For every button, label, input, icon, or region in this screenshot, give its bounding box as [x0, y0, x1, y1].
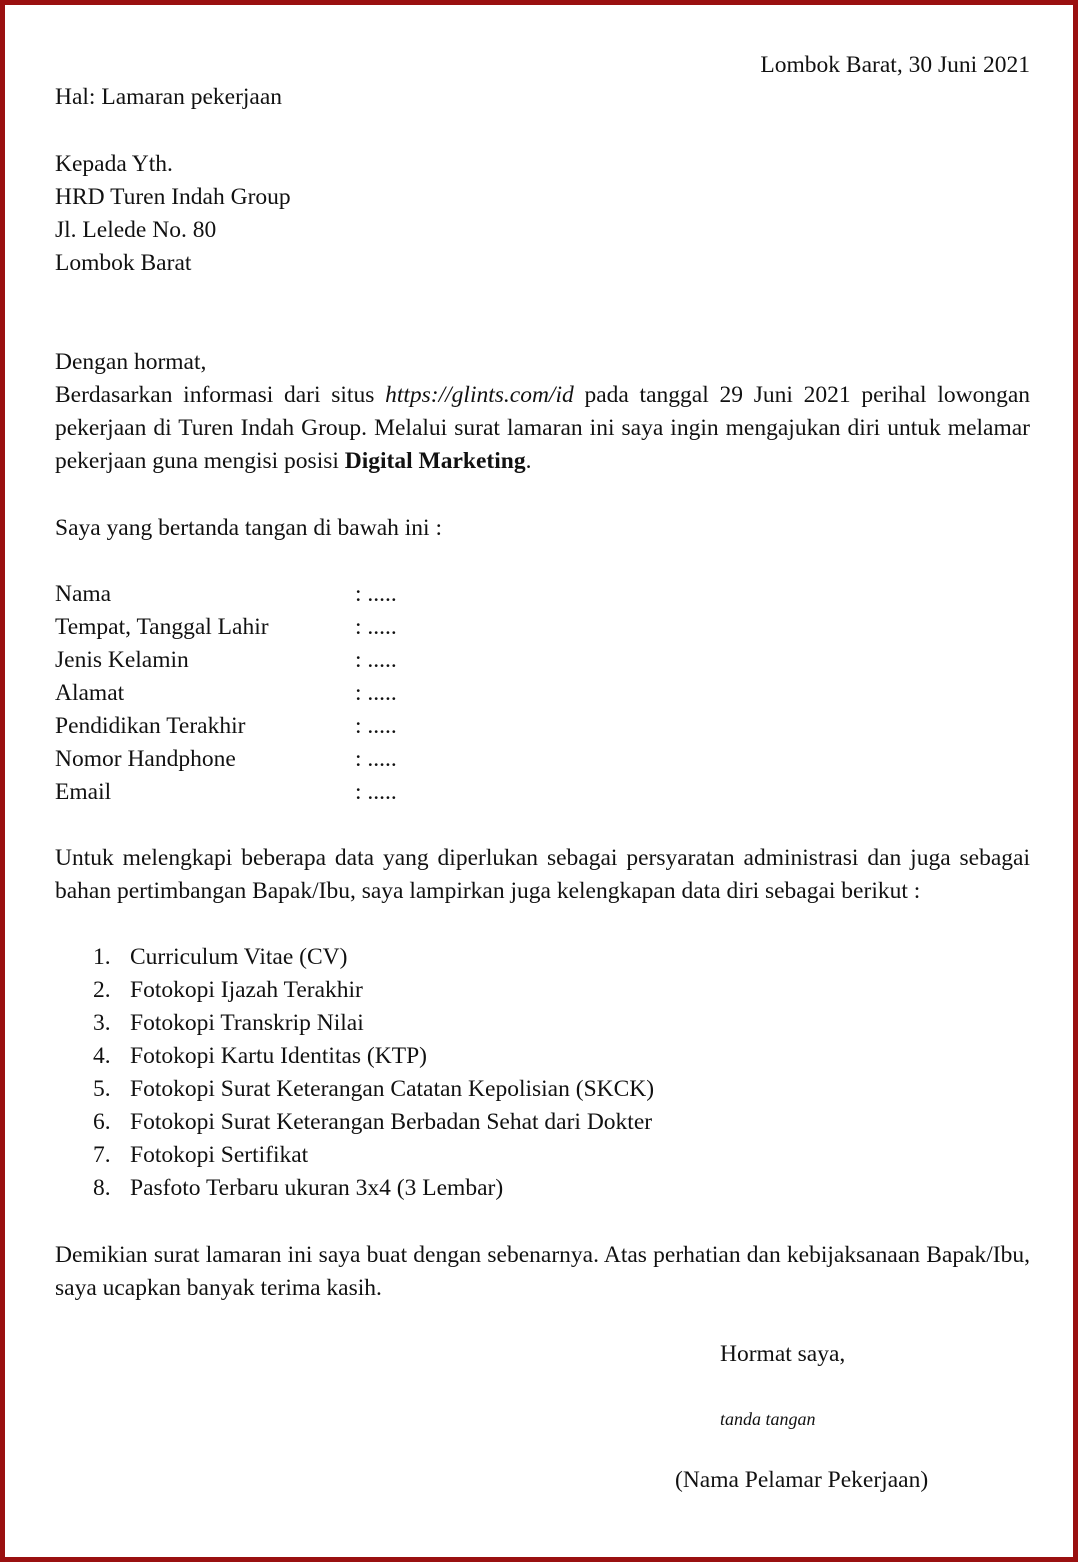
field-value: : .....	[355, 746, 397, 772]
list-item	[55, 1040, 1030, 1073]
recipient-line: HRD Turen Indah Group	[55, 184, 291, 210]
list-text: Fotokopi Sertifikat	[130, 1142, 309, 1168]
field-value: : .....	[355, 779, 397, 805]
list-item	[55, 974, 1030, 1007]
list-number: 7.	[93, 1142, 111, 1168]
field-label: Jenis Kelamin	[55, 647, 189, 673]
field-value: : .....	[355, 680, 397, 706]
field-label: Nama	[55, 581, 112, 607]
intro-paragraph	[55, 379, 1030, 478]
list-item	[55, 1106, 1030, 1139]
field-value: : .....	[355, 713, 397, 739]
field-row-nomor-handphone	[55, 743, 655, 776]
source-url: https://glints.com/id	[385, 382, 574, 408]
field-row-jenis-kelamin	[55, 644, 655, 677]
field-row-tempat-tanggal-lahir	[55, 611, 655, 644]
list-number: 6.	[93, 1109, 111, 1135]
list-text: Fotokopi Surat Keterangan Catatan Kepolisian (SKCK)	[130, 1076, 655, 1102]
list-text: Curriculum Vitae (CV)	[130, 944, 348, 970]
recipient-line: Kepada Yth.	[55, 151, 173, 177]
attachments-list	[55, 941, 1030, 1205]
field-value: : .....	[355, 581, 397, 607]
field-row-nama	[55, 578, 655, 611]
greeting: Dengan hormat,	[55, 349, 207, 375]
closing-paragraph: Demikian surat lamaran ini saya buat dengan sebenarnya. Atas perhatian dan kebijaksanaan Bapak/Ibu, saya ucapkan banyak terima kasih.	[55, 1242, 1030, 1301]
declaration: Saya yang bertanda tangan di bawah ini :	[55, 515, 442, 541]
list-number: 8.	[93, 1175, 111, 1201]
list-text: Fotokopi Surat Keterangan Berbadan Sehat dari Dokter	[130, 1109, 653, 1135]
field-label: Alamat	[55, 680, 125, 706]
list-text: Fotokopi Kartu Identitas (KTP)	[130, 1043, 427, 1069]
field-row-alamat	[55, 677, 655, 710]
list-item	[55, 1139, 1030, 1172]
list-number: 3.	[93, 1010, 111, 1036]
letter-subject: Hal: Lamaran pekerjaan	[55, 84, 283, 110]
list-item	[55, 1172, 1030, 1205]
list-text: Fotokopi Ijazah Terakhir	[130, 977, 363, 1003]
list-number: 2.	[93, 977, 111, 1003]
field-label: Email	[55, 779, 112, 805]
letter-date: Lombok Barat, 30 Juni 2021	[760, 52, 1030, 78]
applicant-fields	[55, 578, 655, 809]
intro-text: pada tanggal 29 Juni 2021 perihal lowongan pekerjaan di Turen Indah Group. Melalui surat lamaran ini saya ingin mengajukan diri untuk melamar pekerjaan guna mengisi posisi	[55, 382, 1030, 474]
list-number: 4.	[93, 1043, 111, 1069]
field-label: Pendidikan Terakhir	[55, 713, 246, 739]
list-number: 5.	[93, 1076, 111, 1102]
list-item	[55, 1073, 1030, 1106]
field-label: Nomor Handphone	[55, 746, 236, 772]
field-label: Tempat, Tanggal Lahir	[55, 614, 269, 640]
applied-position: Digital Marketing	[344, 448, 526, 474]
list-item	[55, 941, 1030, 974]
recipient-line: Jl. Lelede No. 80	[55, 217, 217, 243]
field-row-email	[55, 776, 655, 809]
field-row-pendidikan-terakhir	[55, 710, 655, 743]
list-number: 1.	[93, 944, 111, 970]
list-text: Pasfoto Terbaru ukuran 3x4 (3 Lembar)	[130, 1175, 504, 1201]
recipient-line: Lombok Barat	[55, 250, 192, 276]
recipient-block	[55, 148, 291, 280]
intro-text: Berdasarkan informasi dari situs	[55, 382, 386, 408]
signer-name: (Nama Pelamar Pekerjaan)	[675, 1467, 929, 1493]
field-value: : .....	[355, 647, 397, 673]
intro-text: .	[525, 448, 532, 474]
list-item	[55, 1007, 1030, 1040]
regards: Hormat saya,	[720, 1341, 846, 1367]
field-value: : .....	[355, 614, 397, 640]
attachments-intro: Untuk melengkapi beberapa data yang diperlukan sebagai persyaratan administrasi dan juga sebagai bahan pertimbangan Bapak/Ibu, saya lampirkan juga kelengkapan data diri sebagai berikut :	[55, 845, 1030, 904]
signature-placeholder: tanda tangan	[720, 1409, 816, 1429]
list-text: Fotokopi Transkrip Nilai	[130, 1010, 364, 1036]
